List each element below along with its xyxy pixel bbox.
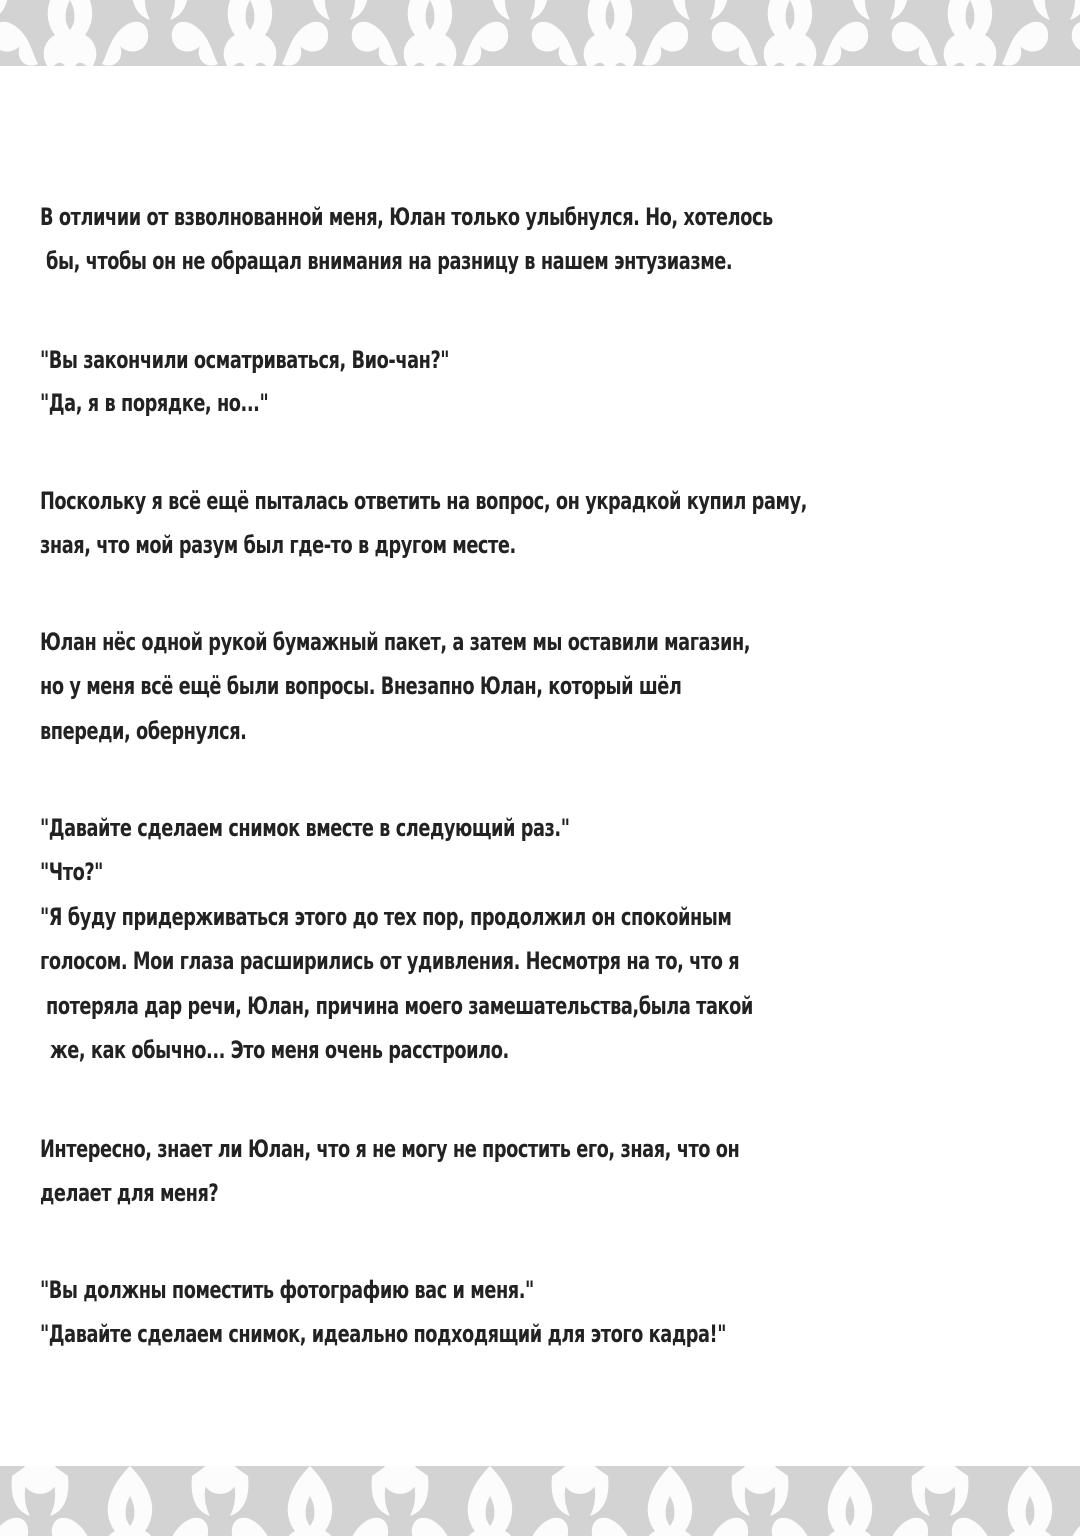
paragraph-line: голосом. Мои глаза расширились от удивления. Несмотря на то, что я [40,947,740,975]
damask-border-top [0,0,1080,66]
paragraph-line: Поскольку я всё ещё пыталась ответить на вопрос, он украдкой купил раму, [40,487,807,515]
paragraph-line: В отличии от взволнованной меня, Юлан только улыбнулся. Но, хотелось [40,203,773,231]
paragraph-line: потеряла дар речи, Юлан, причина моего замешательства,была такой [46,992,753,1020]
dialogue-line: "Давайте сделаем снимок вместе в следующий раз." [40,814,570,842]
paragraph-line: но у меня всё ещё были вопросы. Внезапно Юлан, который шёл [40,672,682,700]
dialogue-line: "Давайте сделаем снимок, идеально подходящий для этого кадра!" [40,1320,727,1348]
paragraph-line: делает для меня? [40,1179,219,1207]
paragraph-line: же, как обычно... Это меня очень расстроило. [50,1036,509,1064]
dialogue-line: "Вы закончили осматриваться, Вио-чан?" [40,346,450,374]
dialogue-line: "Да, я в порядке, но..." [40,389,269,417]
paragraph-line: "Я буду придерживаться этого до тех пор, продолжил он спокойным [40,903,732,931]
paragraph-line: Юлан нёс одной рукой бумажный пакет, а затем мы оставили магазин, [40,628,751,656]
paragraph-line: зная, что мой разум был где-то в другом месте. [40,531,516,559]
paragraph-line: впереди, обернулся. [40,717,247,745]
text-page [0,66,1080,1466]
damask-border-bottom [0,1466,1080,1536]
paragraph-line: бы, чтобы он не обращал внимания на разницу в нашем энтузиазме. [46,247,733,275]
paragraph-line: Интересно, знает ли Юлан, что я не могу не простить его, зная, что он [40,1135,740,1163]
dialogue-line: "Вы должны поместить фотографию вас и меня." [40,1276,534,1304]
dialogue-line: "Что?" [40,858,103,886]
